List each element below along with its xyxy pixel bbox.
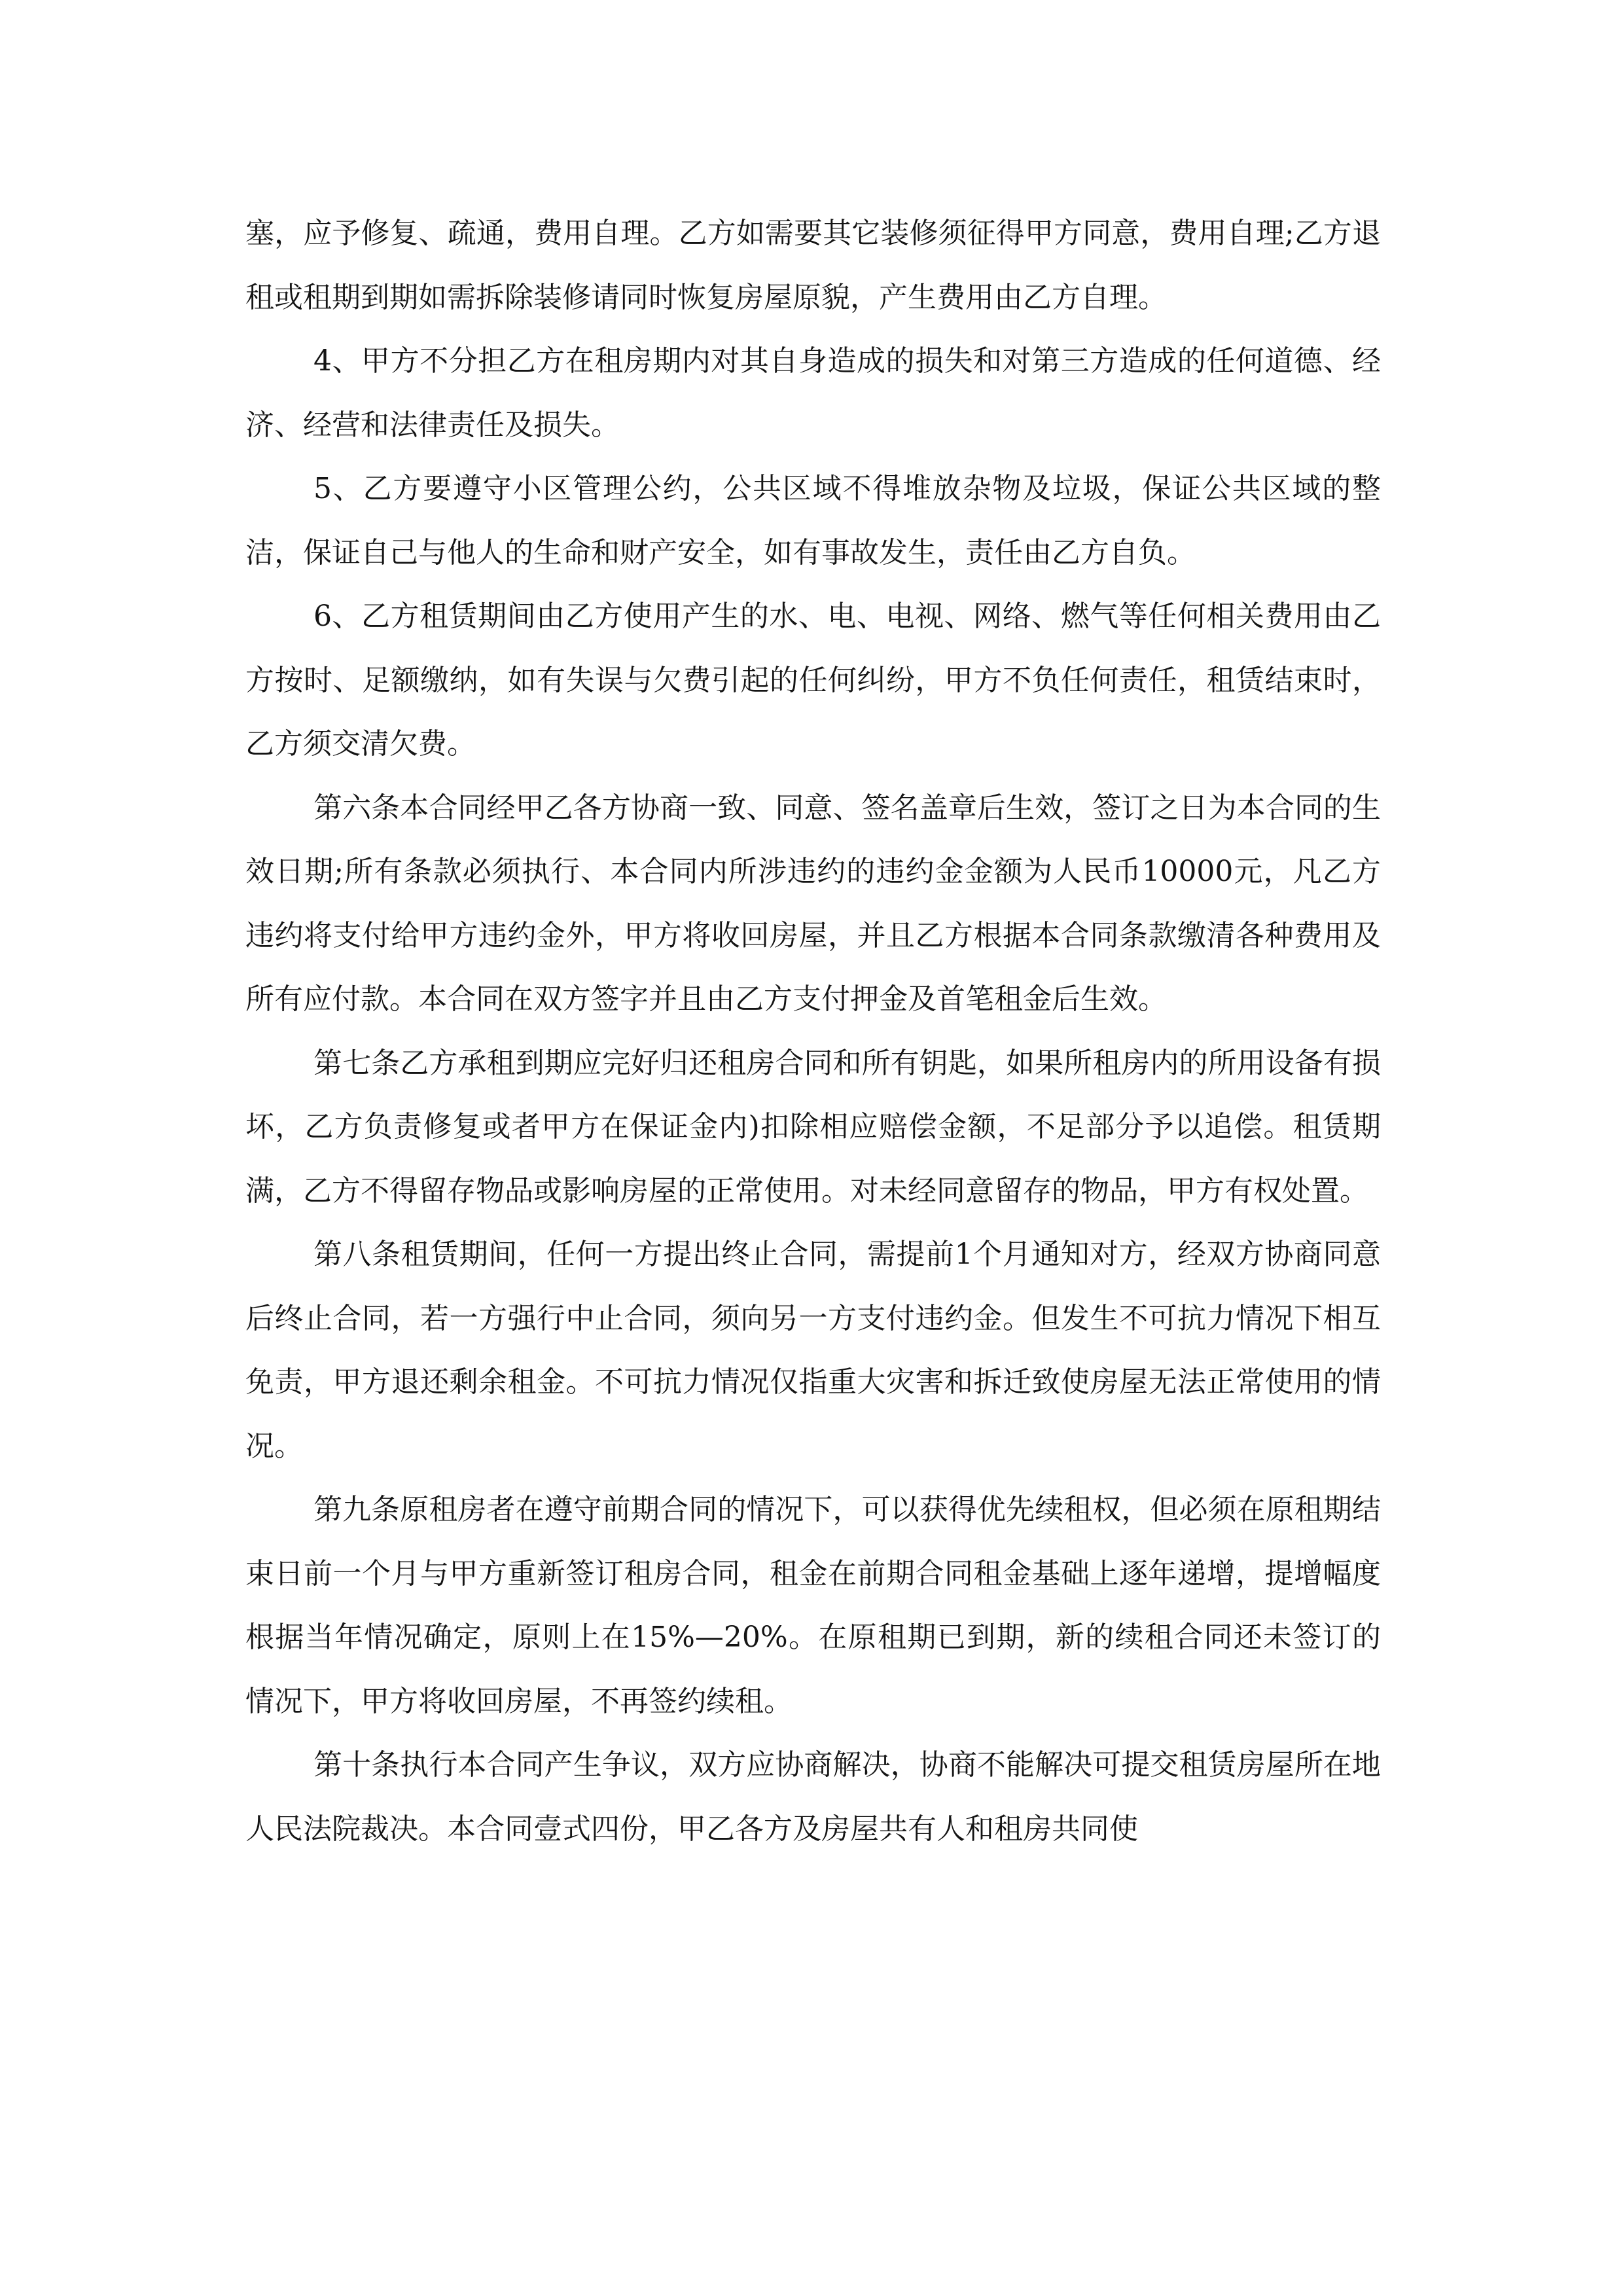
contract-body (245, 202, 1381, 1861)
paragraph-article-6: 第六条本合同经甲乙各方协商一致、同意、签名盖章后生效，签订之日为本合同的生效日期;所有条款必须执行、本合同内所涉违约的违约金金额为人民币10000元，凡乙方违约将支付给甲方违约金外，甲方将收回房屋，并且乙方根据本合同条款缴清各种费用及所有应付款。本合同在双方签字并且由乙方支付押金及首笔租金后生效。 (245, 791, 1381, 1016)
paragraph-article-7: 第七条乙方承租到期应完好归还租房合同和所有钥匙，如果所租房内的所用设备有损坏，乙方负责修复或者甲方在保证金内)扣除相应赔偿金额，不足部分予以追偿。租赁期满，乙方不得留存物品或影响房屋的正常使用。对未经同意留存的物品，甲方有权处置。 (245, 1046, 1381, 1208)
paragraph-article-9: 第九条原租房者在遵守前期合同的情况下，可以获得优先续租权，但必须在原租期结束日前一个月与甲方重新签订租房合同，租金在前期合同租金基础上逐年递增，提增幅度根据当年情况确定，原则上在15%—20%。在原租期已到期，新的续租合同还未签订的情况下，甲方将收回房屋，不再签约续租。 (245, 1493, 1381, 1718)
paragraph-item-6: 6、乙方租赁期间由乙方使用产生的水、电、电视、网络、燃气等任何相关费用由乙方按时、足额缴纳，如有失误与欠费引起的任何纠纷，甲方不负任何责任，租赁结束时，乙方须交清欠费。 (245, 600, 1381, 761)
paragraph-item-5: 5、乙方要遵守小区管理公约，公共区域不得堆放杂物及垃圾，保证公共区域的整洁，保证自己与他人的生命和财产安全，如有事故发生，责任由乙方自负。 (245, 472, 1381, 569)
paragraph-article-10: 第十条执行本合同产生争议，双方应协商解决，协商不能解决可提交租赁房屋所在地人民法院裁决。本合同壹式四份，甲乙各方及房屋共有人和租房共同使 (245, 1748, 1381, 1846)
paragraph-continuation: 塞，应予修复、疏通，费用自理。乙方如需要其它装修须征得甲方同意，费用自理;乙方退租或租期到期如需拆除装修请同时恢复房屋原貌，产生费用由乙方自理。 (245, 217, 1381, 314)
paragraph-item-4: 4、甲方不分担乙方在租房期内对其自身造成的损失和对第三方造成的任何道德、经济、经营和法律责任及损失。 (245, 344, 1381, 442)
paragraph-article-8: 第八条租赁期间，任何一方提出终止合同，需提前1个月通知对方，经双方协商同意后终止合同，若一方强行中止合同，须向另一方支付违约金。但发生不可抗力情况下相互免责，甲方退还剩余租金。不可抗力情况仅指重大灾害和拆迁致使房屋无法正常使用的情况。 (245, 1238, 1381, 1463)
